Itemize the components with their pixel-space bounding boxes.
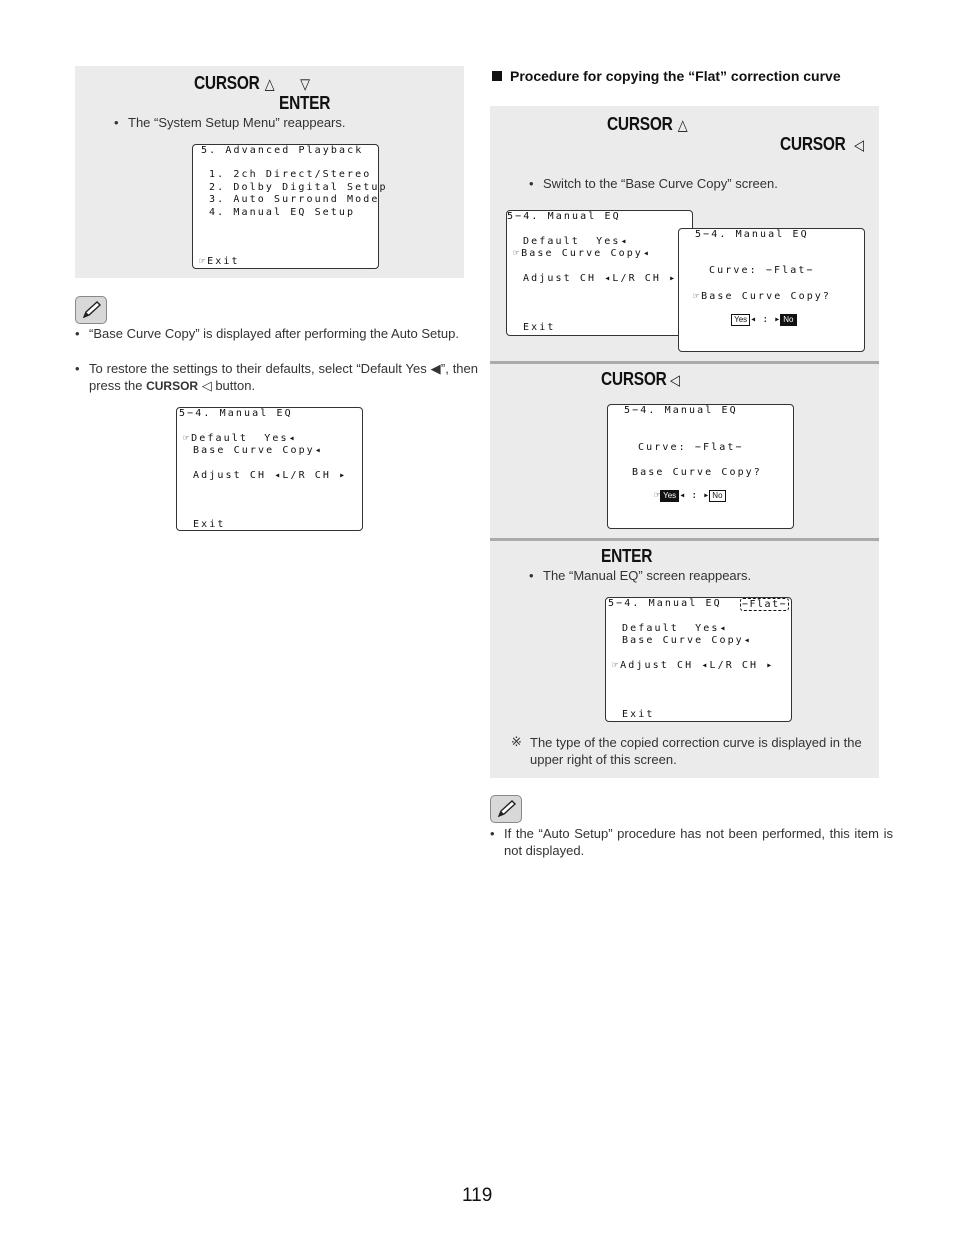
base-curve-copy-screen: 5−4. Manual EQ Curve: −Flat− ☞Base Curve Copy? Yes ◂ : ▸ No	[678, 228, 865, 352]
manual-eq-screen-back: 5−4. Manual EQ Default Yes◂ ☞Base Curve Copy◂ Adjust CH ◂L/R CH ▸ Exit	[506, 210, 693, 336]
switch-note: • Switch to the “Base Curve Copy” screen.	[529, 175, 883, 192]
yes-option: Yes	[731, 314, 750, 326]
manual-eq-screen-result: 5−4. Manual EQ −Flat− Default Yes◂ Base Curve Copy◂ ☞Adjust CH ◂L/R CH ▸ Exit	[605, 597, 792, 722]
footnote-mark: ※	[511, 734, 522, 749]
section-heading: Procedure for copying the “Flat” correction curve	[492, 68, 841, 84]
yes-option-selected: Yes	[660, 490, 679, 502]
page-number: 119	[462, 1185, 493, 1206]
cursor-left-label: CURSOR ◁	[780, 134, 864, 154]
enter-label: ENTER	[279, 93, 331, 113]
no-option: No	[709, 490, 725, 502]
pointer-icon: ☞	[199, 256, 208, 267]
enter-label-2: ENTER	[601, 546, 653, 566]
pencil-icon	[75, 296, 107, 324]
base-curve-copy-yes-screen: 5−4. Manual EQ Curve: −Flat− Base Curve Copy? ☞ Yes ◂ : ▸ No	[607, 404, 794, 529]
cursor-left-label-2: CURSOR ◁	[601, 369, 680, 389]
system-setup-screen: 5. Advanced Playback 1. 2ch Direct/Stereo 2. Dolby Digital Setup 3. Auto Surround Mode 4. Manual EQ Setup ☞Exit	[192, 144, 379, 269]
auto-setup-note: • If the “Auto Setup” procedure has not been performed, this item is not displayed.	[490, 825, 893, 859]
square-bullet-icon	[492, 71, 502, 81]
cursor-label: CURSOR △ ▽	[194, 73, 310, 93]
cursor-up-label: CURSOR △	[607, 114, 688, 134]
note-bullet-2: • To restore the settings to their defaults, select “Default Yes ◀”, then press the CURSOR ◁ button.	[75, 360, 478, 395]
flat-curve-tag: −Flat−	[742, 599, 788, 610]
manual-eq-reappears-note: • The “Manual EQ” screen reappears.	[529, 567, 883, 584]
manual-eq-screen-default: 5−4. Manual EQ ☞Default Yes◂ Base Curve Copy◂ Adjust CH ◂L/R CH ▸ Exit	[176, 407, 363, 531]
note-bullet-1: • “Base Curve Copy” is displayed after performing the Auto Setup.	[75, 325, 478, 342]
reappears-note: • The “System Setup Menu” reappears.	[114, 114, 468, 131]
no-option-selected: No	[780, 314, 796, 326]
pencil-icon	[490, 795, 522, 823]
footnote-text: The type of the copied correction curve is displayed in the upper right of this screen.	[530, 735, 862, 767]
